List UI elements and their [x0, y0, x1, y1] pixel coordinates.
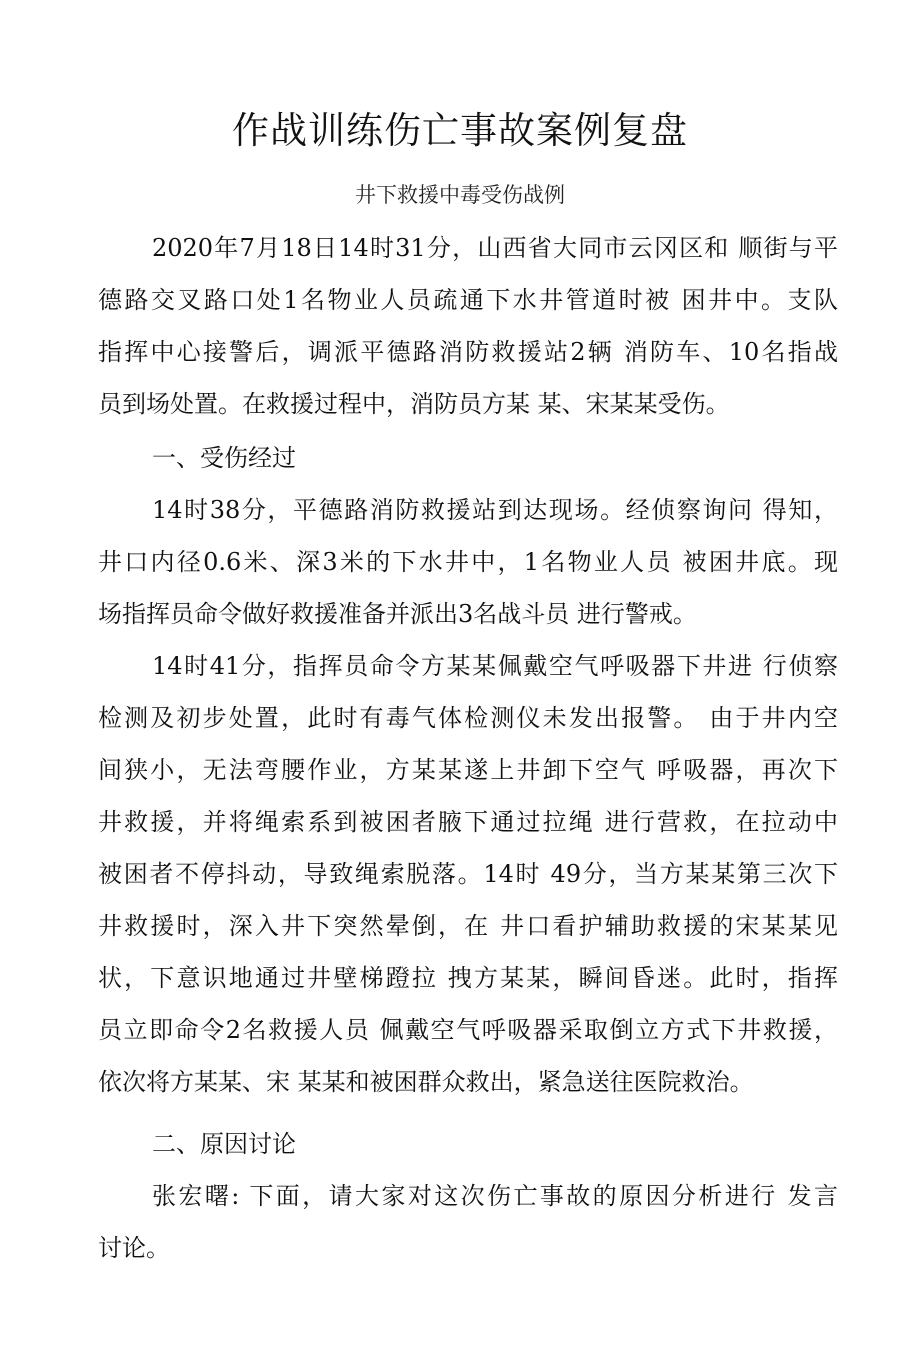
paragraph-discussion-opening: [98, 1170, 838, 1274]
document-title: 作战训练伤亡事故案例复盘: [232, 109, 688, 152]
paragraph-line: 2020年7月18日14时31分，山西省大同市云冈区和 顺街与平: [152, 234, 838, 262]
paragraph-line: 指挥中心接警后，调派平德路消防救援站2辆 消防车、10名指战: [98, 338, 838, 366]
paragraph-line: 场指挥员命令做好救援准备并派出3名战斗员 进行警戒。: [98, 600, 697, 628]
paragraph-line: 被困者不停抖动，导致绳索脱落。14时 49分，当方某某第三次下: [98, 860, 838, 888]
paragraph-arrival: [98, 484, 838, 640]
paragraph-line: 员立即命令2名救援人员 佩戴空气呼吸器采取倒立方式下井救援，: [98, 1016, 838, 1044]
paragraph-line: 14时41分，指挥员命令方某某佩戴空气呼吸器下井进 行侦察: [152, 652, 838, 680]
paragraph-line: 张宏曙: 下面，请大家对这次伤亡事故的原因分析进行 发言: [152, 1182, 838, 1210]
paragraph-rescue-process: [98, 640, 838, 1108]
paragraph-line: 依次将方某某、宋 某某和被困群众救出，紧急送往医院救治。: [98, 1068, 754, 1096]
paragraph-line: 井救援，并将绳索系到被困者腋下通过拉绳 进行营救，在拉动中: [98, 808, 838, 836]
paragraph-line: 员到场处置。在救援过程中，消防员方某 某、宋某某受伤。: [98, 390, 730, 418]
paragraph-incident-summary: [98, 222, 838, 430]
section-heading-injury-process: 一、受伤经过: [152, 444, 296, 472]
paragraph-line: 状，下意识地通过井壁梯蹬拉 拽方某某，瞬间昏迷。此时，指挥: [98, 964, 838, 992]
paragraph-line: 井口内径0.6米、深3米的下水井中，1名物业人员 被困井底。现: [98, 548, 838, 576]
paragraph-line: 讨论。: [98, 1234, 170, 1262]
paragraph-line: 井救援时，深入井下突然晕倒，在 井口看护辅助救援的宋某某见: [98, 912, 838, 940]
paragraph-line: 14时38分，平德路消防救援站到达现场。经侦察询问 得知，: [152, 496, 838, 524]
paragraph-line: 德路交叉路口处1名物业人员疏通下水井管道时被 困井中。支队: [98, 286, 838, 314]
document-subtitle: 井下救援中毒受伤战例: [355, 183, 565, 207]
paragraph-line: 间狭小，无法弯腰作业，方某某遂上井卸下空气 呼吸器，再次下: [98, 756, 838, 784]
section-heading-cause-discussion: 二、原因讨论: [152, 1130, 296, 1158]
paragraph-line: 检测及初步处置，此时有毒气体检测仪未发出报警。 由于井内空: [98, 704, 838, 732]
